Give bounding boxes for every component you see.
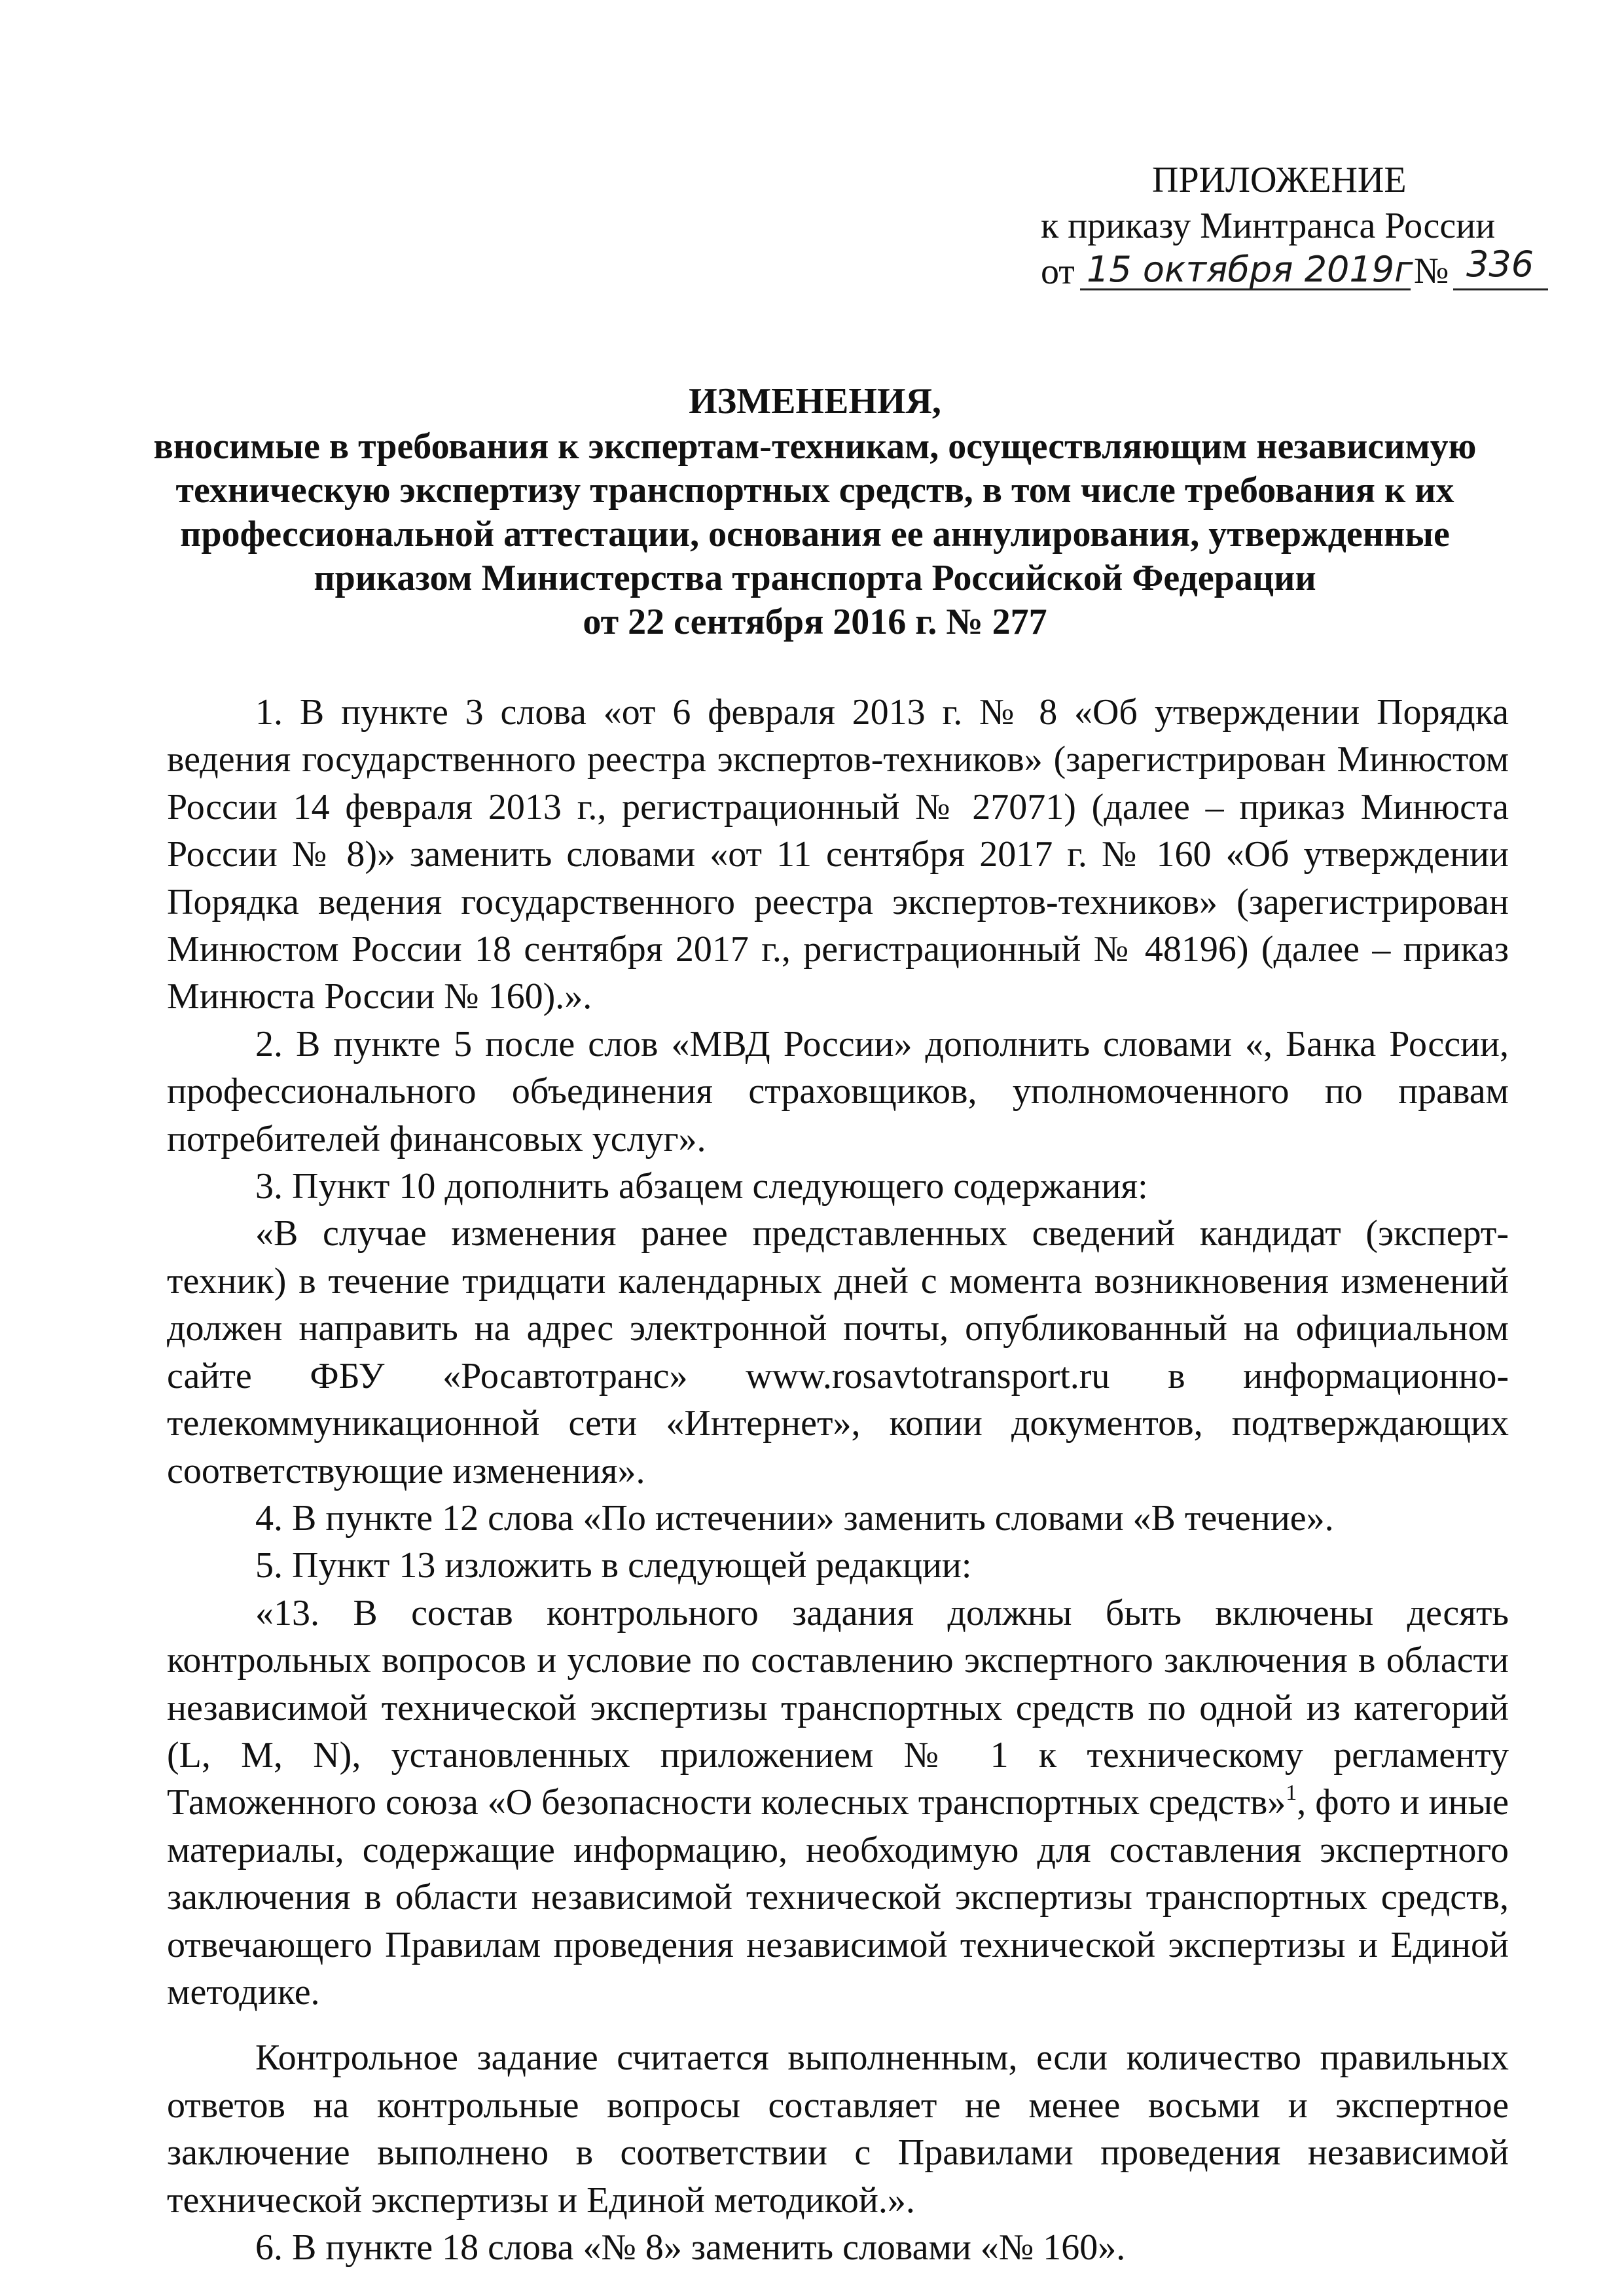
heading-line: приказом Министерства транспорта Российской Федерации — [314, 558, 1316, 598]
handwritten-date: 15 октября 2019г — [1087, 249, 1413, 290]
paragraph-5-quote — [167, 1590, 1509, 2016]
appendix-order-reference: к приказу Минтранса России — [1041, 206, 1496, 246]
appendix-ot-label: от — [1041, 251, 1075, 292]
heading-line: техническую экспертизу транспортных средств, в том числе требования к их — [175, 470, 1454, 511]
paragraph-3: 3. Пункт 10 дополнить абзацем следующего содержания: — [255, 1166, 1148, 1207]
heading-line: профессиональной аттестации, основания ее аннулирования, утвержденные — [180, 514, 1450, 555]
heading-line: вносимые в требования к экспертам-техникам, осуществляющим независимую — [153, 426, 1477, 467]
heading-title: ИЗМЕНЕНИЯ, — [689, 381, 941, 422]
appendix-block — [1041, 157, 1564, 301]
handwritten-number: 336 — [1466, 244, 1534, 285]
paragraph-5-quote-part-b: , фото и иные материалы, содержащие информацию, необходимую для составления экспертного заключения в области независимой технической экспертизы транспортных средств, отвечающего Правилам проведения независимой технической экспертизы и Единой методике. — [167, 1782, 1509, 2013]
paragraph-5-quote-part-a: «13. В состав контрольного задания должны быть включены десять контрольных вопросов и условие по составлению экспертного заключения в области независимой технической экспертизы транспортных средств по одной из категорий (L, M, N), установленных приложением № 1 к техническому регламенту Таможенного союза «О безопасности колесных транспортных средств» — [167, 1592, 1509, 1823]
document-body — [167, 689, 1509, 2271]
appendix-date-number-line — [1041, 244, 1564, 301]
paragraph-6: 6. В пункте 18 слова «№ 8» заменить словами «№ 160». — [255, 2227, 1126, 2268]
footnote-mark: 1 — [1286, 1781, 1297, 1806]
number-label: № — [1414, 251, 1449, 291]
handwritten-date-number — [1080, 244, 1551, 302]
paragraph-5-quote-2: Контрольное задание считается выполненным, если количество правильных ответов на контрольные вопросы составляет не менее восьми и экспертное заключение выполнено в соответствии с Правилами проведения независимой технической экспертизы и Единой методикой.». — [167, 2037, 1509, 2221]
heading-line: от 22 сентября 2016 г. № 277 — [583, 602, 1047, 642]
paragraph-3-quote: «В случае изменения ранее представленных сведений кандидат (эксперт-техник) в течение тридцати календарных дней с момента возникновения изменений должен направить на адрес электронной почты, опубликованный на официальном сайте ФБУ «Росавтотранс» www.rosavtotransport.ru в информационно-телекоммуникационной сети «Интернет», копии документов, подтверждающих соответствующие изменения». — [167, 1213, 1509, 1491]
paragraph-1: 1. В пункте 3 слова «от 6 февраля 2013 г. № 8 «Об утверждении Порядка ведения государственного реестра экспертов-техников» (зарегистрирован Минюстом России 14 февраля 2013 г., регистрационный № 27071) (далее – приказ Минюста России № 8)» заменить словами «от 11 сентября 2017 г. № 160 «Об утверждении Порядка ведения государственного реестра экспертов-техников» (зарегистрирован Минюстом России 18 сентября 2017 г., регистрационный № 48196) (далее – приказ Минюста России № 160).». — [167, 692, 1509, 1017]
appendix-title: ПРИЛОЖЕНИЕ — [1152, 160, 1407, 200]
paragraph-5: 5. Пункт 13 изложить в следующей редакции: — [255, 1545, 972, 1586]
paragraph-2: 2. В пункте 5 после слов «МВД России» дополнить словами «, Банка России, профессионального объединения страховщиков, уполномоченного по правам потребителей финансовых услуг». — [167, 1023, 1509, 1159]
paragraph-4: 4. В пункте 12 слова «По истечении» заменить словами «В течение». — [255, 1497, 1334, 1539]
document-heading — [151, 380, 1479, 644]
